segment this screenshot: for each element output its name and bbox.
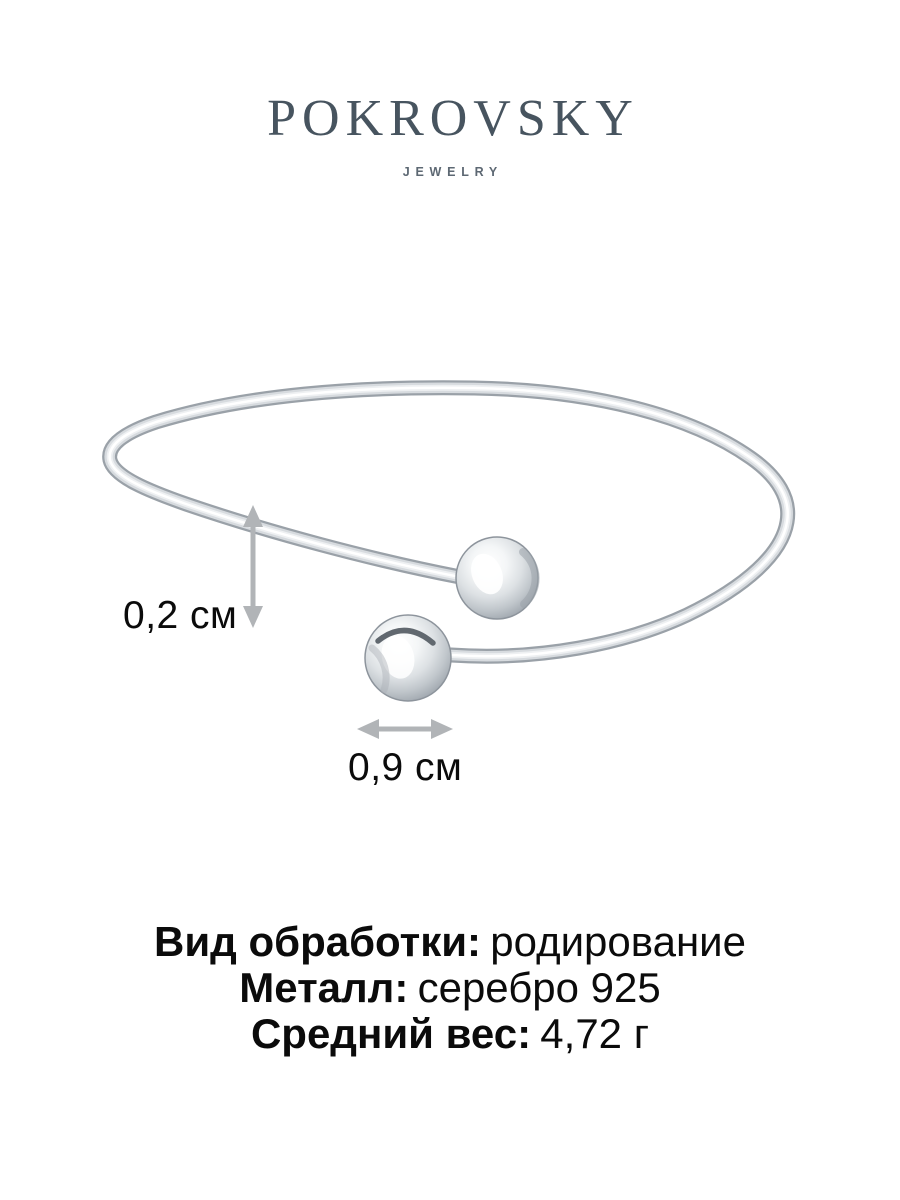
- brand-name: POKROVSKY: [267, 90, 639, 147]
- spec-label-finish: Вид обработки:: [154, 918, 482, 965]
- thickness-dimension-label: 0,2 см: [123, 594, 238, 637]
- brand-tagline: JEWELRY: [402, 165, 503, 179]
- spec-label-metal: Металл:: [239, 964, 409, 1011]
- spec-line-metal: [0, 965, 900, 1011]
- vertical-dimension-arrow: [243, 505, 263, 628]
- spec-label-weight: Средний вес:: [250, 1010, 532, 1057]
- horizontal-dimension-arrow: [357, 719, 453, 739]
- lower-ball-end: [365, 615, 451, 701]
- ball-diameter-dimension-label: 0,9 см: [348, 746, 463, 789]
- spec-value-weight: 4,72 г: [540, 1010, 650, 1057]
- spec-line-weight: [0, 1011, 900, 1057]
- spec-value-finish: родирование: [490, 918, 746, 965]
- spec-value-metal: серебро 925: [417, 964, 661, 1011]
- upper-ball-end: [456, 537, 538, 619]
- spec-line-finish: [0, 919, 900, 965]
- product-specs: [0, 919, 900, 1057]
